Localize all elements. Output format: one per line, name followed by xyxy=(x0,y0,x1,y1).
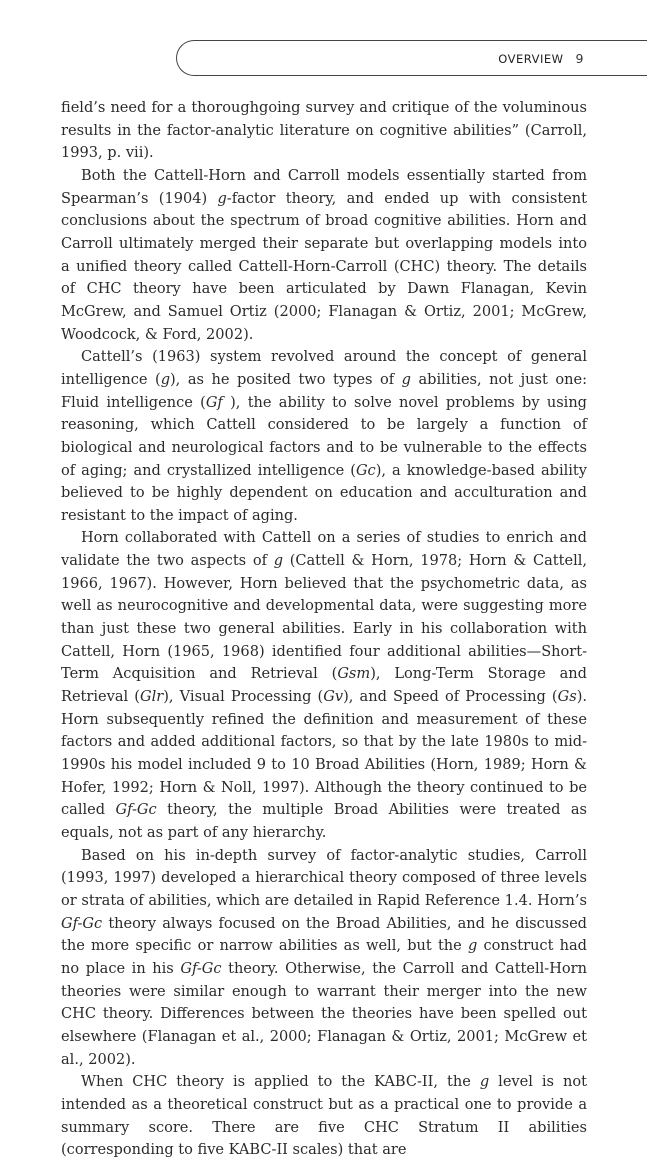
italic-term: Gs xyxy=(557,688,577,706)
italic-term: Gf-Gc xyxy=(180,959,222,977)
text-run: Horn collaborated with Cattell on a series of studies to enrich and validate the two aspects of xyxy=(61,529,587,570)
page-number: 9 xyxy=(575,51,584,66)
paragraph xyxy=(61,527,587,844)
text-run: -factor theory, and ended up with consistent conclusions about the spectrum of broad cognitive abilities. Horn and Carroll ultimately merged their separate but overlapping models into a unified theory called Cattell-Horn-Carroll (CHC) theory. The details of CHC theory have been articulated by Dawn Flanagan, Kevin McGrew, and Samuel Ortiz (2000; Flanagan & Ortiz, 2001; McGrew, Woodcock, & Ford, 2002). xyxy=(61,189,587,343)
text-run: theory always focused on the Broad Abilities, and he discussed the more specific or narrow abilities as well, but the xyxy=(61,914,587,955)
text-run: construct had no place in his xyxy=(61,937,587,977)
text-run: abilities, not just one: Fluid intelligence ( xyxy=(61,370,588,411)
text-run: Cattell’s (1963) system revolved around the concept of general intelligence ( xyxy=(61,348,587,388)
italic-term: Glr xyxy=(140,688,164,706)
text-run: Based on his in-depth survey of factor-analytic studies, Carroll (1993, 1997) developed a hierarchical theory composed of three levels or strata of abilities, which are detailed in Rapid Reference 1.4. Horn’s xyxy=(61,846,587,909)
italic-term: Gc xyxy=(355,461,376,479)
paragraph xyxy=(61,845,587,1072)
text-run: ). Horn subsequently refined the definition and measurement of these factors and added additional factors, so that by the late 1980s to mid-1990s his model included 9 to 10 Broad Abilities (Horn, 1989; Horn & Hofer, 1992; Horn & Noll, 1997). Although the theory continued to be called xyxy=(61,688,588,819)
text-run: field’s need for a thoroughgoing survey and critique of the voluminous results in the factor-analytic literature on cognitive abilities” (Carroll, 1993, p. vii). xyxy=(61,99,587,162)
text-run: (Cattell & Horn, 1978; Horn & Cattell, 1966, 1967). However, Horn believed that the psychometric data, as well as neurocognitive and developmental data, were suggesting more than just these two general abilities. Early in his collaboration with Cattell, Horn (1965, 1968) identified four additional abilities—Short-Term Acquisition and Retrieval ( xyxy=(61,552,587,683)
text-run: theory. Otherwise, the Carroll and Cattell-Horn theories were similar enough to warrant their merger into the new CHC theory. Differences between the theories have been spelled out elsewhere (Flanagan et al., 2000; Flanagan & Ortiz, 2001; McGrew et al., 2002). xyxy=(61,959,587,1068)
italic-term: Gf xyxy=(205,393,223,411)
italic-term: g xyxy=(217,189,227,207)
running-head xyxy=(498,51,584,66)
italic-term: Gv xyxy=(323,688,344,706)
italic-term: g xyxy=(160,370,170,388)
text-run: ), the ability to solve novel problems by using reasoning, which Cattell considered to be largely a function of biological and neurological factors and to be vulnerable to the effects of aging; and crystallized intelligence ( xyxy=(61,393,587,479)
italic-term: Gf-Gc xyxy=(61,914,103,932)
italic-term: Gf-Gc xyxy=(115,801,157,819)
text-run: ), Visual Processing ( xyxy=(163,688,324,706)
paragraph xyxy=(61,1071,587,1162)
text-run: Both the Cattell-Horn and Carroll models essentially started from Spearman’s (1904) xyxy=(61,166,587,207)
text-run: ), and Speed of Processing ( xyxy=(343,688,558,706)
body-text xyxy=(61,97,587,1162)
italic-term: g xyxy=(479,1073,490,1091)
paragraph xyxy=(61,165,587,346)
text-run: ), Long-Term Storage and Retrieval ( xyxy=(61,665,587,706)
text-run: level is not intended as a theoretical construct but as a practical one to provide a summary score. There are five CHC Stratum II abilities (corresponding to five KABC-II scales) that are xyxy=(61,1073,587,1159)
text-run: When CHC theory is applied to the KABC-II, the xyxy=(81,1073,480,1091)
running-head-title: OVERVIEW xyxy=(498,52,564,66)
paragraph xyxy=(61,97,587,165)
italic-term: Gsm xyxy=(337,665,371,683)
text-run: ), a knowledge-based ability believed to be highly dependent on education and acculturation and resistant to the impact of aging. xyxy=(61,461,587,524)
italic-term: g xyxy=(273,552,283,570)
italic-term: g xyxy=(468,937,478,955)
paragraph xyxy=(61,346,587,527)
italic-term: g xyxy=(401,370,411,388)
text-run: ), as he posited two types of xyxy=(170,370,402,388)
text-run: theory, the multiple Broad Abilities were treated as equals, not as part of any hierarchy. xyxy=(61,801,587,841)
